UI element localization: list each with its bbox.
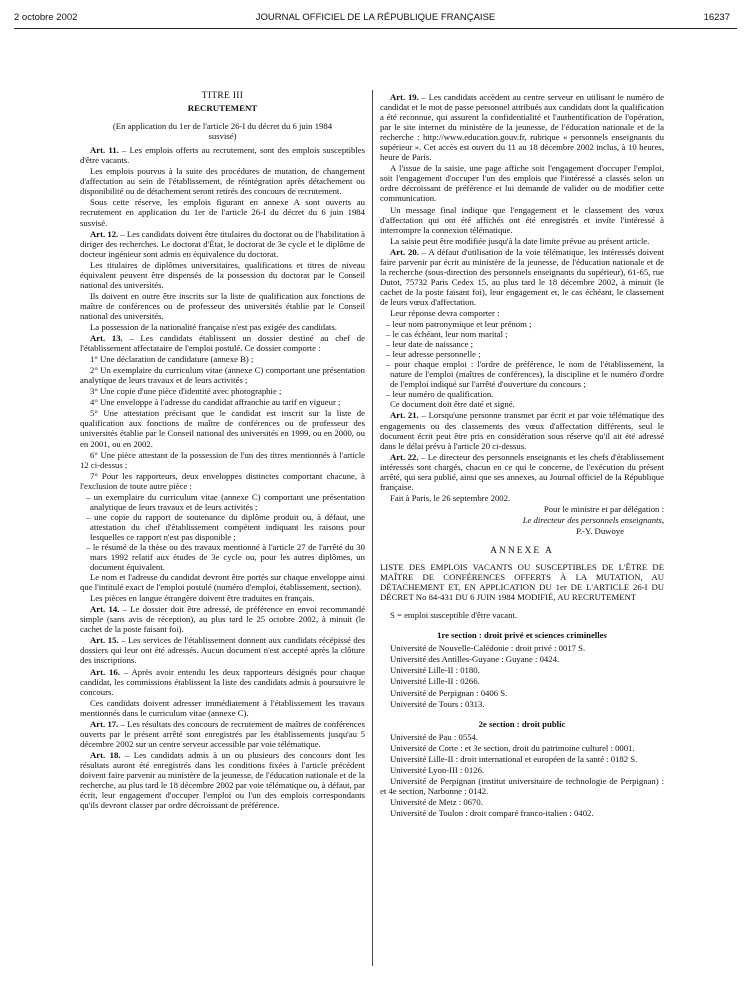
section-2-list	[380, 732, 664, 818]
paragraph	[80, 572, 365, 592]
list-item: – une copie du rapport de soutenance du diplôme produit ou, à défaut, une attestation du chef d'établissement compétent indiquant les raisons pour lesquelles ce rapport n'est pas disponible ;	[80, 512, 365, 542]
list-item: Université Lille-II : droit international et européen de la santé : 0182 S.	[390, 753, 638, 764]
article-number: Art. 18.	[90, 749, 121, 760]
paragraph-text: 1° Une déclaration de candidature (annexe B) ;	[90, 354, 254, 365]
article-number: Art. 20.	[390, 246, 419, 257]
paragraph-text: 7° Pour les rapporteurs, deux enveloppes distinctes comportant chacune, à l'exclusion de toute autre pièce :	[80, 470, 365, 491]
left-paragraphs-2	[80, 572, 365, 810]
paragraph-text: 2° Un exemplaire du curriculum vitae (annexe C) comportant une présentation analytique de leurs travaux et de leurs activités ;	[80, 365, 365, 386]
article-paragraph	[80, 145, 365, 165]
article-paragraph	[380, 247, 664, 307]
paragraph	[80, 197, 365, 227]
titre-heading: TITRE III	[201, 91, 244, 101]
paragraph-text: Les pièces en langue étrangère doivent être traduites en français.	[90, 593, 315, 604]
article-number: Art. 13.	[90, 333, 123, 344]
article-number: Art. 19.	[390, 92, 419, 102]
titre-subtitle: RECRUTEMENT	[187, 103, 258, 114]
paragraph-text: Sous cette réserve, les emplois figurant en annexe A sont ouverts au recrutement en application du 1er de l'article 26-I du décret du 6 juin 1984 susvisé.	[80, 197, 365, 228]
section-2-title: 2e section : droit public	[478, 718, 566, 729]
list-item: – leur date de naissance ;	[380, 339, 664, 349]
paragraph	[380, 236, 664, 246]
article-paragraph	[380, 452, 664, 492]
paragraph	[80, 260, 365, 290]
paragraph-text: Leur réponse devra comporter :	[390, 307, 500, 318]
list-item: – pour chaque emploi : l'ordre de préférence, le nom de l'établissement, la nature de l'emploi (maîtres de conférences), la discipline et le numéro d'ordre de l'emploi indiqué sur l'arrêté d'ouverture du concours ;	[380, 359, 664, 389]
paragraph-text: La possession de la nationalité française n'est pas exigée des candidats.	[90, 321, 337, 332]
article-number: Art. 22.	[390, 451, 419, 462]
article-paragraph	[80, 604, 365, 634]
paragraph-text: Les emplois pourvus à la suite des procédures de mutation, de changement d'affectation au sein de l'établissement, de réintégration après détachement ou disponibilité ou de détachement seront retirés des concours de recrutement.	[80, 166, 365, 197]
paragraph-text: – A défaut d'utilisation de la voie télématique, les intéressés doivent faire parvenir par écrit au ministère de la jeunesse, de l'éducation nationale et de la recherche (sous-direction des personnels enseignants du supérieur), 61-65, rue Dutot, 75732 Paris Cedex 15, au plus tard le 18 décembre 2002, à minuit (le cachet de la poste faisant foi), leur engagement et, le cas échéant, le classement de leurs vœux d'affectation.	[380, 246, 664, 307]
header-journal: JOURNAL OFFICIEL DE LA RÉPUBLIQUE FRANÇAISE	[255, 12, 496, 23]
header-date: 2 octobre 2002	[14, 12, 78, 23]
article-paragraph	[80, 667, 365, 697]
paragraph-text: 6° Une pièce attestant de la possession de l'un des titres mentionnés à l'article 12 ci-dessus ;	[80, 449, 365, 470]
list-item: Université de Perpignan : 0406 S.	[390, 687, 508, 698]
article-number: Art. 11.	[90, 145, 119, 156]
right-paragraphs-2	[380, 399, 664, 502]
section-1-title: 1re section : droit privé et sciences criminelles	[437, 630, 607, 641]
left-column	[80, 91, 365, 811]
paragraph-text: – Après avoir entendu les deux rapporteurs désignés pour chaque candidat, les commissions établissent la liste des candidats admis à poursuivre le concours.	[80, 666, 365, 697]
paragraph-text: – Les candidats accèdent au centre serveur en utilisant le numéro de candidat et le mot de passe personnel attribués aux candidats dont la qualification a été reconnue, qui assurent la confidentialité et l'authentification de l'opération, par le site internet du ministère de la jeunesse, de l'éducation nationale et de la recherche : http://www.education.gouv.fr, rubrique « personnels enseignants du supérieur ». Cet accès est ouvert du 11 au 18 décembre 2002 inclus, à 10 heures, heure de Paris.	[380, 92, 664, 163]
paragraph-text: – Les résultats des concours de recrutement de maîtres de conférences ouverts par le présent arrêté sont enregistrés par les établissements jusqu'au 5 décembre 2002 sur un centre serveur accessible par voie télématique.	[80, 718, 365, 749]
right-paragraphs	[380, 92, 664, 318]
right-list-20	[380, 319, 664, 399]
paragraph-text: Un message final indique que l'engagement et le classement des vœux d'affectation qui ont été affichés ont été enregistrés et invite l'intéressé à interrompre la connexion télématique.	[380, 204, 664, 235]
paragraph-text: 5° Une attestation précisant que le candidat est inscrit sur la liste de qualification aux fonctions de maître de conférences ou de professeur des universités établie par le Conseil national des universités en 1999, ou en 2000, ou en 2001, ou en 2002.	[80, 408, 365, 449]
signature-line-1: Pour le ministre et par délégation :	[543, 503, 664, 514]
paragraph-text: – Le directeur des personnels enseignants et les chefs d'établissement intéressés sont chargés, chacun en ce qui le concerne, de l'exécution du présent arrêté, qui sera publié, ainsi que ses annexes, au Journal officiel de la République française.	[380, 451, 664, 492]
paragraph-text: A l'issue de la saisie, une page affiche soit l'engagement d'occuper l'emploi, soit l'engagement d'occuper l'un des emplois que l'intéressé a classés selon un ordre décroissant de préférence et lui demande de valider ou de modifier cette communication.	[380, 163, 664, 204]
left-list-7	[80, 492, 365, 572]
paragraph-text: – Les candidats établissent un dossier destiné au chef de l'établissement affectataire de l'emploi postulé. Ce dossier comporte :	[80, 333, 366, 354]
article-paragraph	[380, 92, 664, 162]
signature-line-2: Le directeur des personnels enseignants,	[522, 514, 664, 525]
paragraph-text: Ils doivent en outre être inscrits sur la liste de qualification aux fonctions de maître de conférences ou de professeur des universités établie par le Conseil national des universités.	[80, 290, 365, 321]
paragraph	[80, 386, 365, 396]
list-item: Université Lyon-III : 0126.	[390, 764, 485, 775]
paragraph	[80, 593, 365, 603]
article-paragraph	[80, 333, 365, 353]
paragraph-text: – Le dossier doit être adressé, de préférence en envoi recommandé simple (sans avis de réception), au plus tard le 25 octobre 2002, à minuit (le cachet de la poste faisant foi).	[80, 604, 365, 635]
list-item: Université Lille-II : 0180.	[390, 665, 480, 676]
paragraph	[80, 322, 365, 332]
paragraph	[380, 399, 664, 409]
paragraph	[80, 365, 365, 385]
paragraph	[80, 450, 365, 470]
list-item: – leur numéro de qualification.	[380, 389, 664, 399]
header-rule	[14, 28, 737, 29]
list-item: Université de Pau : 0554.	[390, 731, 479, 742]
left-paragraphs	[80, 145, 365, 491]
paragraph	[80, 408, 365, 448]
article-paragraph	[80, 635, 365, 665]
annexe-title: LISTE DES EMPLOIS VACANTS OU SUSCEPTIBLES DE L'ÊTRE DE MAÎTRE DE CONFÉRENCES OFFERTS À LA MUTATION, AU DÉTACHEMENT ET, EN APPLICATION DU 1er DE L'ARTICLE 26-I DU DÉCRET No 84-431 DU 6 JUIN 1984 MODIFIÉ, AU RECRUTEMENT	[380, 562, 664, 603]
list-item: – le résumé de la thèse ou des travaux mentionné à l'article 27 de l'arrêté du 30 mars 1992 relatif aux études de 3e cycle ou, pour les autres diplômes, un document équivalent.	[80, 542, 365, 572]
paragraph	[380, 163, 664, 203]
paragraph-text: – Lorsqu'une personne transmet par écrit et par voie télématique des engagements ou des classements des vœux d'affectation différents, seul le document écrit peut être pris en considération sous réserve qu'il ait été adressé dans le délai prévu à l'article 20 ci-dessus.	[380, 410, 664, 451]
header-page-number: 16237	[703, 12, 730, 23]
list-item: – le cas échéant, leur nom marital ;	[380, 329, 664, 339]
list-item: Université Lille-II : 0266.	[390, 676, 480, 687]
article-paragraph	[80, 719, 365, 749]
paragraph	[80, 166, 365, 196]
list-item: Université de Corte : et 3e section, droit du patrimoine culturel : 0001.	[390, 742, 635, 753]
list-item: Université de Tours : 0313.	[390, 698, 485, 709]
paragraph	[80, 354, 365, 364]
paragraph-text: Le nom et l'adresse du candidat devront être portés sur chaque enveloppe ainsi que l'intitulé exact de l'emploi postulé (numéro d'emploi, établissement, section).	[80, 572, 365, 593]
list-item: – leur adresse personnelle ;	[380, 349, 664, 359]
right-column	[380, 92, 664, 819]
paragraph-text: Les titulaires de diplômes universitaires, qualifications et titres de niveau équivalent peuvent être dispensés de la possession du doctorat par le Conseil national des universités.	[80, 259, 365, 290]
paragraph	[380, 493, 664, 503]
application-note: (En application du 1er de l'article 26-I du décret du 6 juin 1984 susvisé)	[112, 121, 333, 142]
article-number: Art. 16.	[90, 666, 120, 677]
paragraph-text: Fait à Paris, le 26 septembre 2002.	[390, 492, 511, 503]
list-item: Université de Metz : 0670.	[390, 796, 483, 807]
list-item: – leur nom patronymique et leur prénom ;	[380, 319, 664, 329]
article-number: Art. 12.	[90, 228, 119, 239]
paragraph-text: Ces candidats doivent adresser immédiatement à l'établissement les travaux mentionnés dans le curriculum vitae (annexe C).	[80, 697, 365, 718]
signature-line-3: P.-Y. Duwoye	[576, 525, 624, 536]
list-item: Université de Perpignan (institut universitaire de technologie de Perpignan) : et 4e section, Narbonne : 0142.	[380, 775, 664, 796]
article-number: Art. 15.	[90, 635, 119, 646]
paragraph	[80, 471, 365, 491]
article-paragraph	[380, 410, 664, 450]
article-number: Art. 17.	[90, 718, 119, 729]
paragraph-text: La saisie peut être modifiée jusqu'à la date limite prévue au présent article.	[390, 235, 650, 246]
paragraph-text: – Les emplois offerts au recrutement, sont des emplois susceptibles d'être vacants.	[80, 145, 365, 166]
page-header	[0, 0, 751, 30]
list-item: Université des Antilles-Guyane : Guyane : 0424.	[390, 654, 560, 665]
paragraph	[380, 308, 664, 318]
paragraph-text: Ce document doit être daté et signé.	[390, 399, 515, 410]
paragraph	[80, 397, 365, 407]
paragraph	[80, 698, 365, 718]
list-item: Université de Toulon : droit comparé franco-italien : 0402.	[390, 808, 594, 818]
paragraph	[380, 205, 664, 235]
article-number: Art. 14.	[90, 604, 120, 615]
article-number: Art. 21.	[390, 410, 419, 421]
paragraph-text: 3° Une copie d'une pièce d'identité avec photographie ;	[90, 386, 282, 397]
paragraph-text: – Les candidats admis à un ou plusieurs des concours dont les résultats auront été enregistrés dans les conditions fixées à l'article précédent doivent faire parvenir au ministère de la jeunesse, de l'éducation nationale et de la recherche, au plus tard le 18 décembre 2002 par voie télématique ou, à défaut, par écrit, leur engagement d'occuper l'emploi ou l'un des emplois correspondants qu'ils devront classer par ordre décroissant de préférence.	[80, 749, 365, 811]
annexe-legend: S = emploi susceptible d'être vacant.	[390, 610, 518, 621]
paragraph-text: – Les candidats doivent être titulaires du doctorat ou de l'habilitation à diriger des recherches. Le doctorat d'État, le doctorat de 3e cycle et le diplôme de docteur ingénieur sont admis en équivalence du doctorat.	[80, 228, 365, 259]
section-1-list	[380, 643, 664, 708]
paragraph-text: 4° Une enveloppe à l'adresse du candidat affranchie au tarif en vigueur ;	[90, 397, 341, 408]
article-paragraph	[80, 229, 365, 259]
annexe-heading: ANNEXE A	[490, 546, 554, 557]
list-item: Université de Nouvelle-Calédonie : droit privé : 0017 S.	[390, 643, 586, 654]
paragraph-text: – Les services de l'établissement donnent aux candidats récépissé des dossiers qui leur ont été adressés. Aucun document n'est accepté après la clôture des inscriptions.	[80, 635, 365, 666]
column-divider	[372, 90, 373, 966]
list-item: – un exemplaire du curriculum vitae (annexe C) comportant une présentation analytique de leurs travaux et de leurs activités ;	[80, 492, 365, 512]
paragraph	[80, 291, 365, 321]
article-paragraph	[80, 750, 365, 810]
